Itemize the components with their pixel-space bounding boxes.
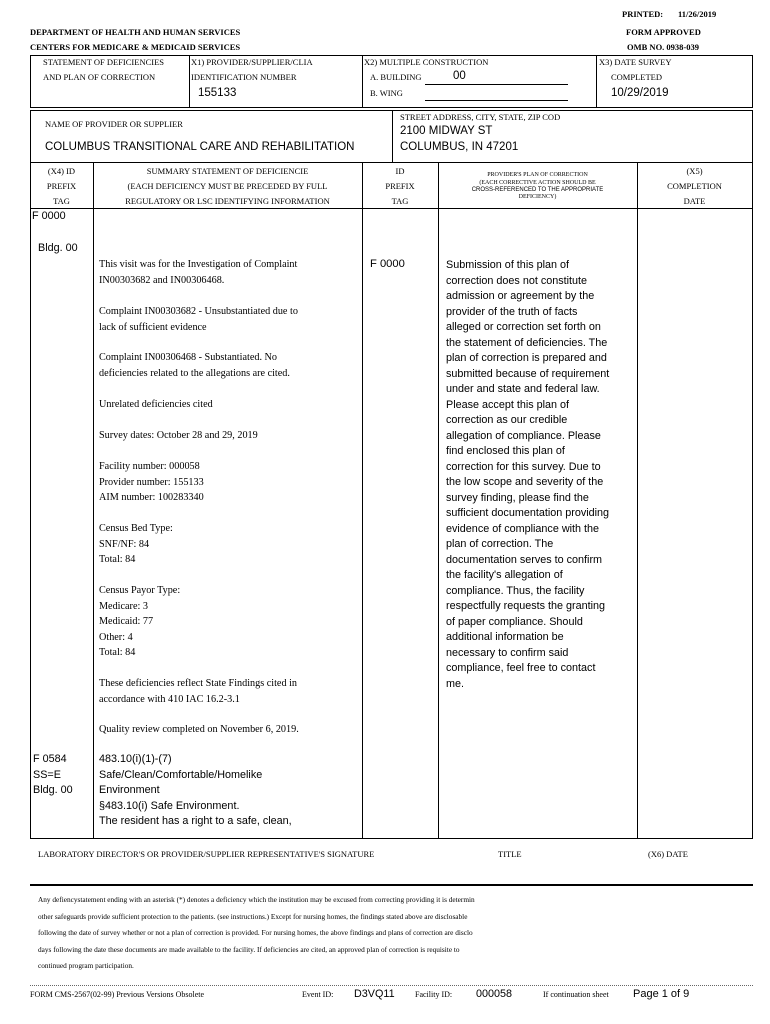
summary-para-1: This visit was for the Investigation of Complaint IN00303682 and IN00306468. xyxy=(99,259,298,286)
col-x5-2: COMPLETION xyxy=(667,181,722,191)
col-plan-2: (EACH CORRECTIVE ACTION SHOULD BE xyxy=(479,180,596,186)
x3-label-2: COMPLETED xyxy=(611,72,662,82)
x6-date-label: (X6) DATE xyxy=(648,849,688,859)
event-id-label: Event ID: xyxy=(302,990,334,999)
form-number: FORM CMS-2567(02-99) Previous Versions Obsolete xyxy=(30,990,205,999)
printed-label: PRINTED: xyxy=(622,9,664,19)
facility-id-value: 000058 xyxy=(476,988,513,1000)
summary-para-3: Complaint IN00306468 - Substantiated. No deficiencies related to the allegations are cited. xyxy=(99,352,290,379)
summary-para-5: Survey dates: October 28 and 29, 2019 xyxy=(99,430,258,441)
summary-para-10: Quality review completed on November 6, 2019. xyxy=(99,724,299,735)
col-summary-3: REGULATORY OR LSC IDENTIFYING INFORMATION xyxy=(125,196,330,206)
col-id-3: TAG xyxy=(391,196,409,206)
summary-para-2: Complaint IN00303682 - Unsubstantiated due to lack of sufficient evidence xyxy=(99,306,298,333)
address-line-2: COLUMBUS, IN 47201 xyxy=(400,141,519,153)
survey-date: 10/29/2019 xyxy=(611,87,669,99)
facility-id-label: Facility ID: xyxy=(415,990,453,999)
tag-f0584: F 0584 SS=E Bldg. 00 xyxy=(33,753,73,796)
summary-para-6: Facility number: 000058 Provider number: 155133 AIM number: 100283340 xyxy=(99,461,204,503)
col-id-1: ID xyxy=(395,166,405,176)
disclaimer-text: Any defiencystatement ending with an asterisk (*) denotes a deficiency which the institution may be excused from correcting providing it is determin other safeguards provide sufficient protection to the patients. (see instructions.) Except for nursing homes, the findings stated above are disclosable following the date of survey whether or not a plan of correction is provided. For nursing homes, the above findings and plans of correction are disclo days following the date these documents are made available to the facility. If deficiencies are cited, an approved plan of correction is requisite to continued program participation. xyxy=(38,895,475,970)
summary-para-7: Census Bed Type: SNF/NF: 84 Total: 84 xyxy=(99,523,173,565)
wing-label: B. WING xyxy=(370,88,403,98)
col-x4-1: (X4) ID xyxy=(47,166,76,176)
page-number: Page 1 of 9 xyxy=(633,988,690,1000)
col-x4-2: PREFIX xyxy=(46,181,77,191)
center-name: CENTERS FOR MEDICARE & MEDICAID SERVICES xyxy=(30,42,241,52)
form-approved: FORM APPROVED xyxy=(626,27,701,37)
event-id-value: D3VQ11 xyxy=(354,988,395,1000)
col-plan-3: CROSS-REFERENCED TO THE APPROPRIATE xyxy=(471,187,604,193)
col-plan-4: DEFICIENCY) xyxy=(518,194,557,200)
col-id-2: PREFIX xyxy=(385,181,415,191)
summary-para-8: Census Payor Type: Medicare: 3 Medicaid: 77 Other: 4 Total: 84 xyxy=(99,585,181,658)
summary-para-4: Unrelated deficiencies cited xyxy=(99,399,213,410)
col-plan-1: PROVIDER'S PLAN OF CORRECTION xyxy=(487,172,588,178)
statement-label-1: STATEMENT OF DEFICIENCIES xyxy=(43,57,165,67)
agency-name: DEPARTMENT OF HEALTH AND HUMAN SERVICES xyxy=(30,27,241,37)
tag-f0000: F 0000 xyxy=(32,210,66,222)
omb-number: OMB NO. 0938-039 xyxy=(627,42,700,52)
plan-tag-f0000: F 0000 xyxy=(370,258,405,270)
title-label: TITLE xyxy=(498,849,522,859)
provider-name-label: NAME OF PROVIDER OR SUPPLIER xyxy=(45,119,183,129)
printed-date: 11/26/2019 xyxy=(678,9,717,19)
x1-label-2: IDENTIFICATION NUMBER xyxy=(191,72,297,82)
provider-name: COLUMBUS TRANSITIONAL CARE AND REHABILITATION xyxy=(45,141,355,153)
col-x4-3: TAG xyxy=(53,196,70,206)
tag-bldg: Bldg. 00 xyxy=(38,242,78,254)
provider-number: 155133 xyxy=(198,87,237,99)
address-label: STREET ADDRESS, CITY, STATE, ZIP COD xyxy=(400,112,561,122)
f0584-summary: 483.10(i)(1)-(7) Safe/Clean/Comfortable/Homelike Environment §483.10(i) Safe Environment. The resident has a right to a safe, clean, xyxy=(99,753,292,827)
x3-label-1: X3) DATE SURVEY xyxy=(599,57,672,67)
statement-label-2: AND PLAN OF CORRECTION xyxy=(43,72,156,82)
summary-para-9: These deficiencies reflect State Findings cited in accordance with 410 IAC 16.2-3.1 xyxy=(99,678,298,705)
col-x5-1: (X5) xyxy=(686,166,703,176)
address-line-1: 2100 MIDWAY ST xyxy=(400,125,493,137)
continuation-label: If continuation sheet xyxy=(543,990,609,999)
x2-label: X2) MULTIPLE CONSTRUCTION xyxy=(364,57,489,67)
col-x5-3: DATE xyxy=(683,196,706,206)
col-summary-2: (EACH DEFICIENCY MUST BE PRECEDED BY FULL xyxy=(127,181,328,191)
col-summary-1: SUMMARY STATEMENT OF DEFICIENCIE xyxy=(146,166,309,176)
building-label: A. BUILDING xyxy=(370,72,422,82)
building-value: 00 xyxy=(453,70,466,82)
director-signature-label: LABORATORY DIRECTOR'S OR PROVIDER/SUPPLIER REPRESENTATIVE'S SIGNATURE xyxy=(38,849,375,859)
plan-of-correction-text: Submission of this plan of correction does not constitute admission or agreement by the provider of the truth of facts alleged or correction set forth on the statement of deficiencies. The plan of correction is prepared and submitted because of requirement under and state and federal law. Please accept this plan of correction as our credible allegation of compliance. Please find enclosed this plan of correction for this survey. Due to the low scope and severity of the survey finding, please find the sufficient documentation providing evidence of compliance with the plan of correction. The documentation serves to confirm the facility's allegation of compliance. Thus, the facility respectfully requests the granting of paper compliance. Should additional information be necessary to confirm said compliance, feel free to contact me. xyxy=(446,259,610,690)
x1-label-1: X1) PROVIDER/SUPPLIER/CLIA xyxy=(191,57,313,67)
